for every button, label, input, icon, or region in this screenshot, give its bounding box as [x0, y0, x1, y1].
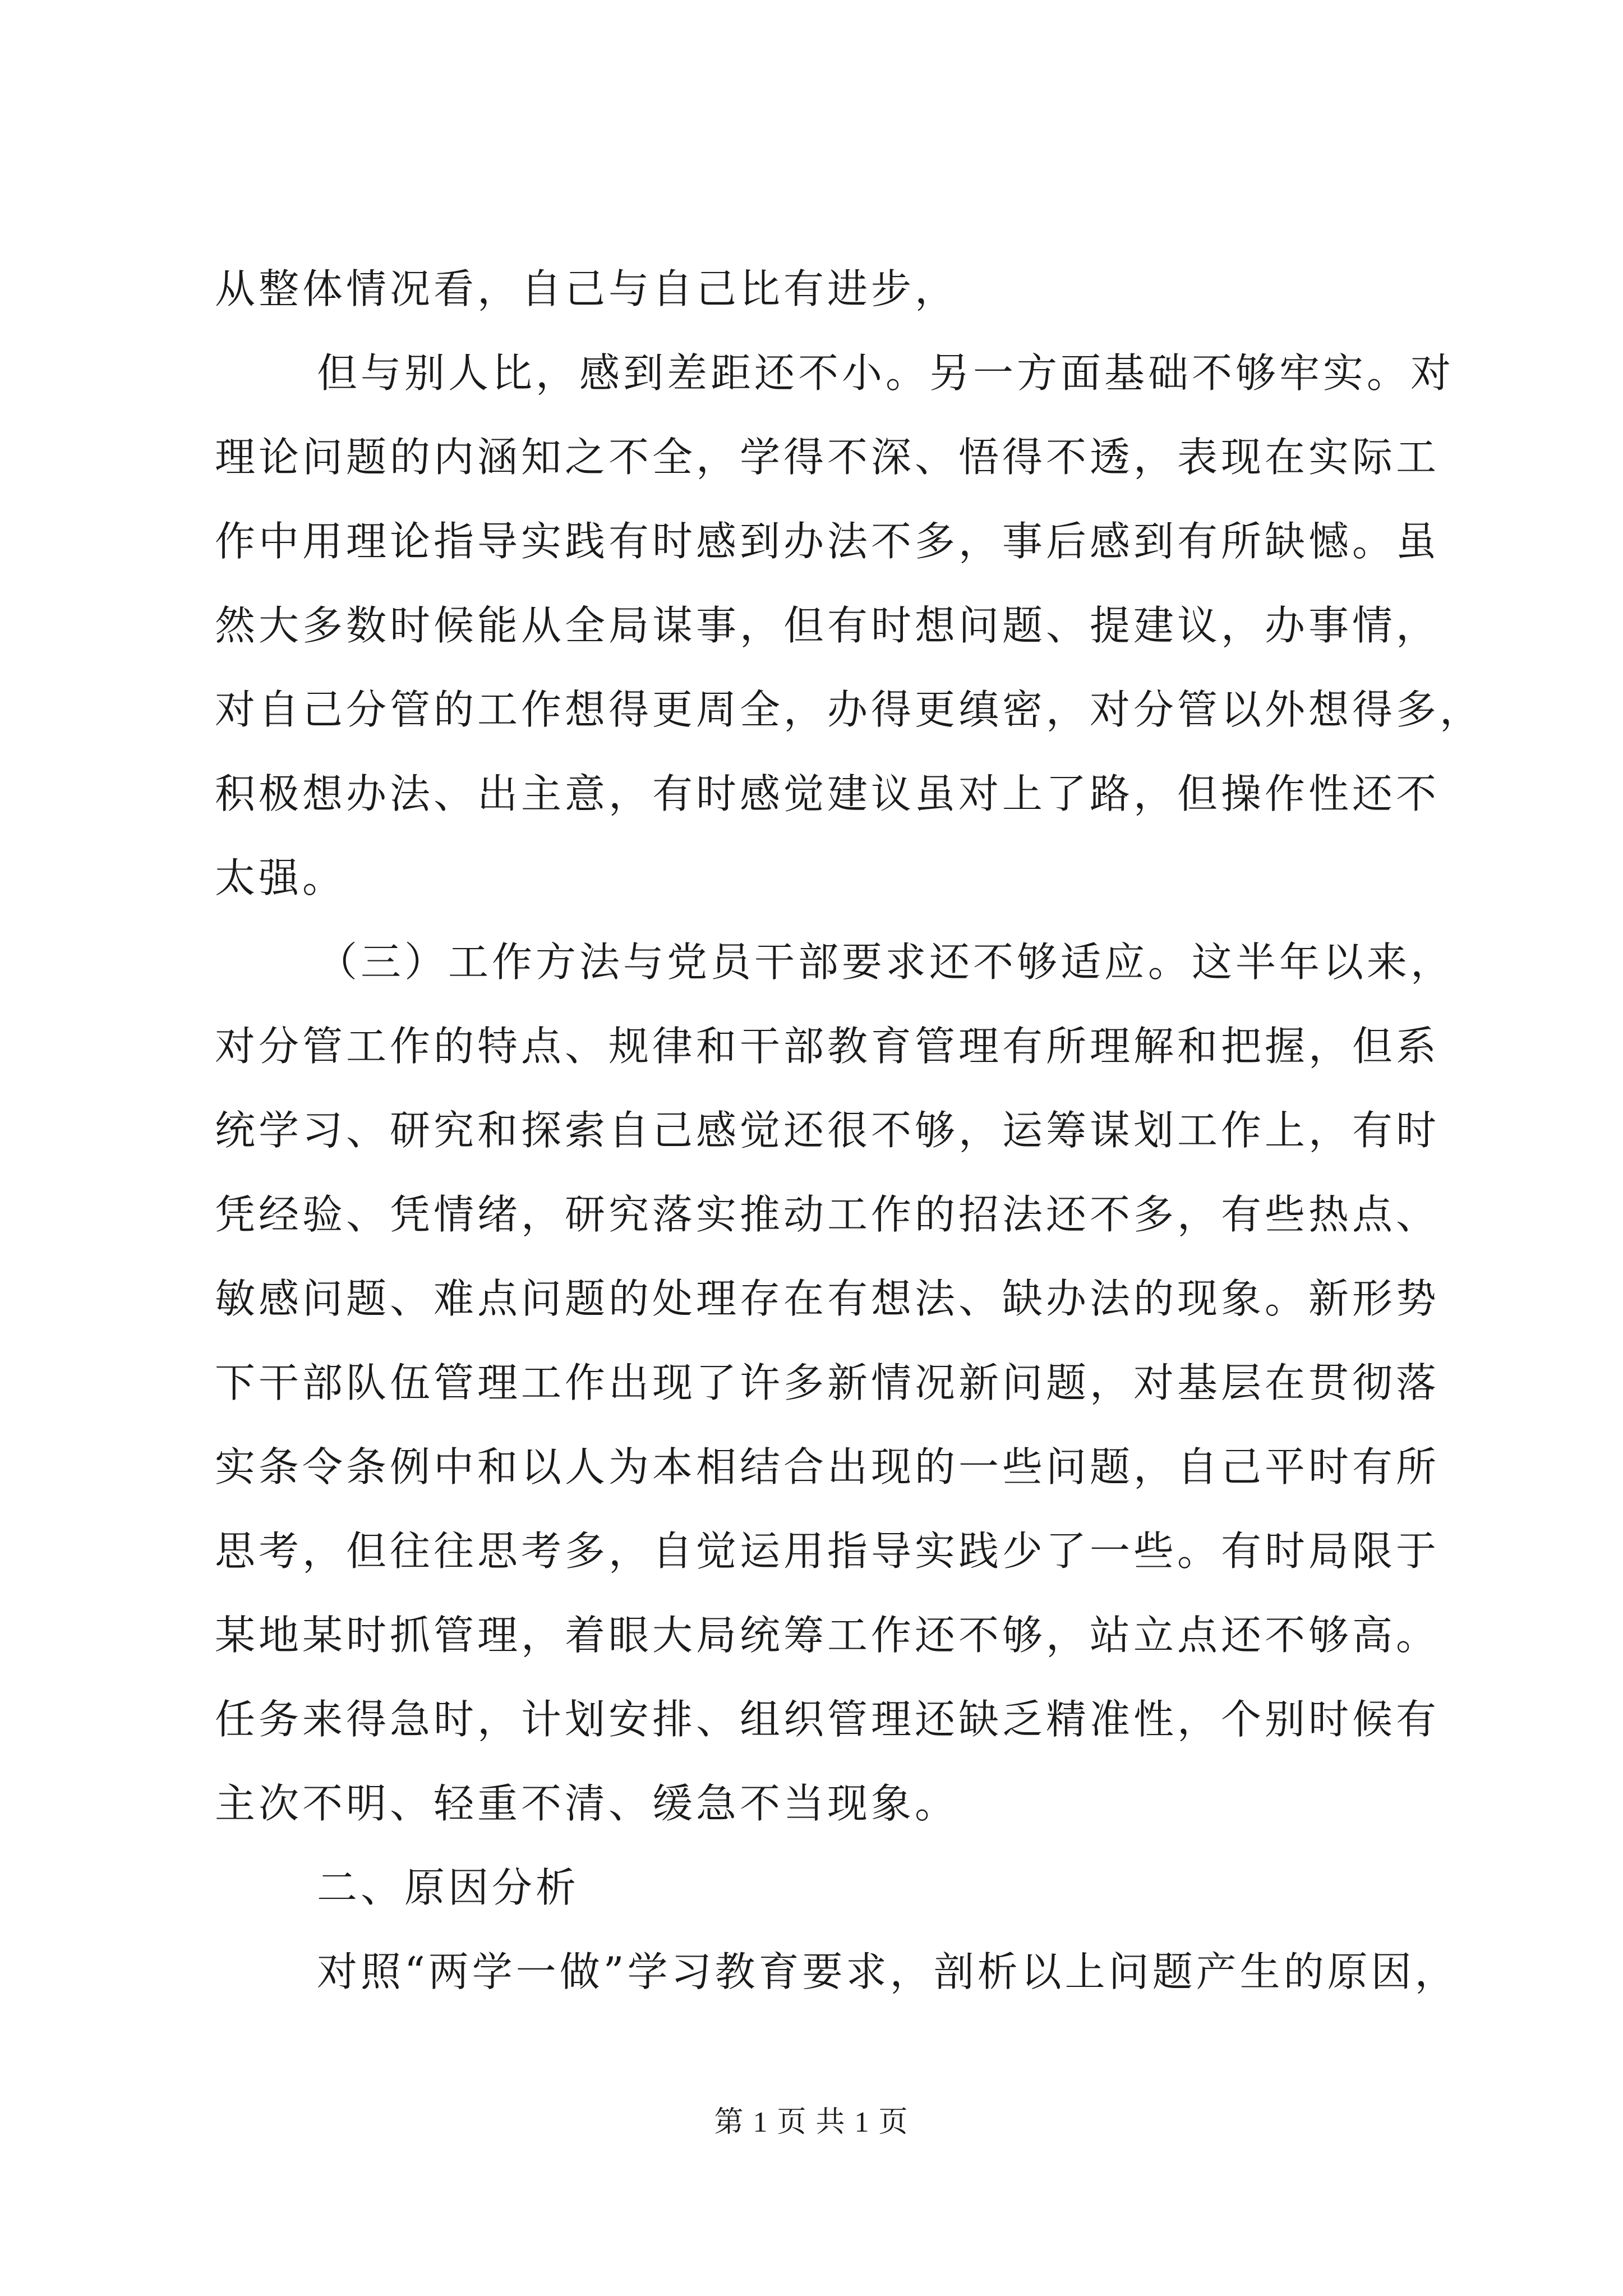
paragraph-line: 下干部队伍管理工作出现了许多新情况新问题，对基层在贯彻落 [215, 1359, 1440, 1406]
paragraph-line: 思考，但往往思考多，自觉运用指导实践少了一些。有时局限于 [215, 1527, 1440, 1575]
paragraph-line: 对照“两学一做”学习教育要求，剖析以上问题产生的原因， [317, 1948, 1459, 1995]
paragraph-line: 实条令条例中和以人为本相结合出现的一些问题，自己平时有所 [215, 1443, 1440, 1490]
paragraph-line: 统学习、研究和探索自己感觉还很不够，运筹谋划工作上，有时 [215, 1107, 1440, 1154]
paragraph-line: 作中用理论指导实践有时感到办法不多，事后感到有所缺憾。虽 [215, 518, 1440, 565]
paragraph-line: 敏感问题、难点问题的处理存在有想法、缺办法的现象。新形势 [215, 1275, 1440, 1322]
paragraph-line: 任务来得急时，计划安排、组织管理还缺乏精准性，个别时候有 [215, 1696, 1440, 1743]
page-number-footer: 第 1 页 共 1 页 [714, 2106, 909, 2138]
paragraph-line: 积极想办法、出主意，有时感觉建议虽对上了路，但操作性还不 [215, 770, 1440, 817]
paragraph-line: 主次不明、轻重不清、缓急不当现象。 [215, 1780, 959, 1827]
paragraph-line: 从整体情况看，自己与自己比有进步， [215, 265, 959, 312]
paragraph-line: 然大多数时候能从全局谋事，但有时想问题、提建议，办事情， [215, 602, 1440, 649]
paragraph-line: 对分管工作的特点、规律和干部教育管理有所理解和把握，但系 [215, 1023, 1440, 1070]
paragraph-line: 某地某时抓管理，着眼大局统筹工作还不够，站立点还不够高。 [215, 1612, 1440, 1659]
paragraph-line: 太强。 [215, 854, 347, 901]
section-heading-line: （三）工作方法与党员干部要求还不够适应。这半年以来， [317, 938, 1455, 986]
paragraph-line: 凭经验、凭情绪，研究落实推动工作的招法还不多，有些热点、 [215, 1191, 1440, 1238]
document-body [215, 247, 1484, 2014]
paragraph-line: 对自己分管的工作想得更周全，办得更缜密，对分管以外想得多， [215, 686, 1484, 733]
paragraph-line: 理论问题的内涵知之不全，学得不深、悟得不透，表现在实际工 [215, 434, 1440, 481]
section-heading: 二、原因分析 [317, 1864, 580, 1911]
paragraph-line: 但与别人比，感到差距还不小。另一方面基础不够牢实。对 [317, 349, 1455, 397]
